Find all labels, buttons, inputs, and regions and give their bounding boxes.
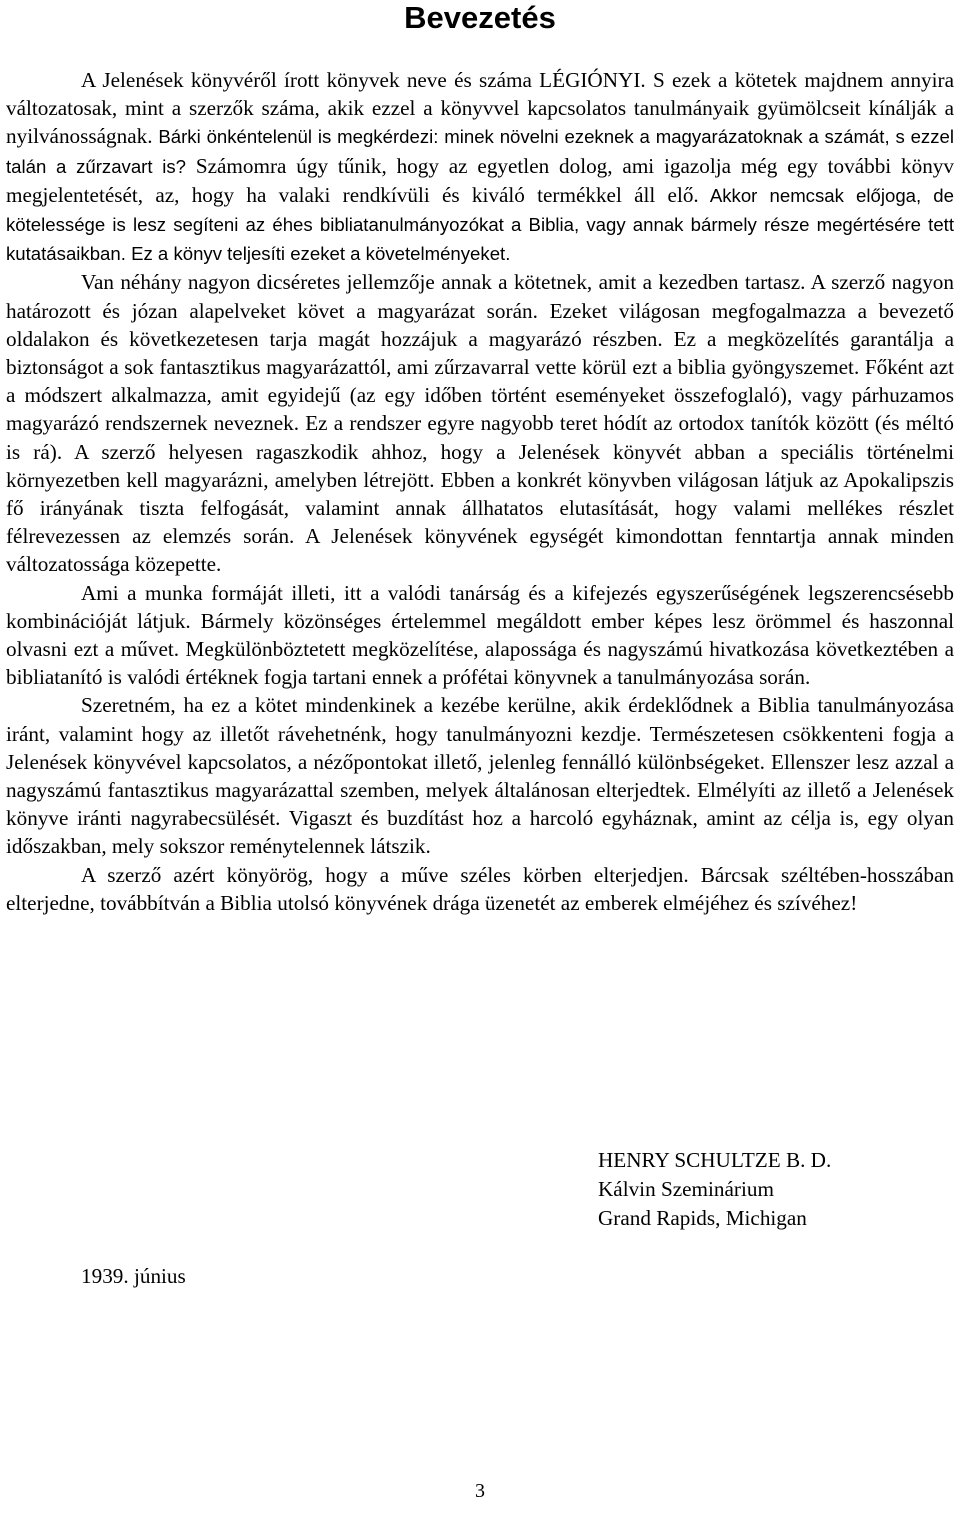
- signature-institution: Kálvin Szeminárium: [598, 1177, 774, 1201]
- signature-location: Grand Rapids, Michigan: [598, 1206, 807, 1230]
- paragraph-5: A szerző azért könyörög, hogy a műve széles körben elterjedjen. Bárcsak széltében-hosszában elterjedne, továbbítván a Biblia utolsó könyvének drága üzenetét az emberek elméjéhez és szívéhez!: [6, 862, 954, 915]
- body-text: [6, 66, 954, 917]
- page-title: Bevezetés: [404, 0, 556, 35]
- paragraph-1-part-1: A Jelenések könyvéről írott könyvek neve és száma LÉGIÓNYI. S ezek a kötetek majdnem annyira változatosak, mint a szerzők száma, akik ezzel a könyvvel kapcsolatos tanulmányaik gyümölcseit kínálják a nyilvánosságnak.: [6, 68, 954, 149]
- signature-name: HENRY SCHULTZE B. D.: [598, 1148, 832, 1172]
- paragraph-2: Van néhány nagyon dicséretes jellemzője annak a kötetnek, amit a kezedben tartasz. A szerző nagyon határozott és józan alapelveket követ a magyarázat során. Ezeket világosan megfogalmazza a bevezető oldalakon és következetesen tarja magát hozzájuk a magyarázó részben. Ez a megközelítés garantálja a biztonságot a sok fantasztikus magyarázattól, ami zűrzavarral vette körül ezt a biblia gyöngyszemet. Főként azt a módszert alkalmazza, amit egyidejű (az egy időben történt eseményeket összefoglaló), vagy párhuzamos magyarázó rendszernek neveznek. Ez a rendszer egyre nagyobb teret hódít az ortodox tanítók között (és méltó is rá). A szerző helyesen ragaszkodik ahhoz, hogy a Jelenések könyvét abban a speciális történelmi környezetben kell magyarázni, amelyben létrejött. Ebben a konkrét könyvben világosan látjuk az Apokalipszis fő irányának tiszta felfogását, valamint annak állhatatos elutasítását, hogy valami mellékes részlet félrevezessen az elemzés során. A Jelenések könyvének egységét kimondottan fenntartja annak minden változatossága közepette.: [6, 270, 954, 577]
- paragraph-1-part-3: Számomra úgy tűnik, hogy az egyetlen dolog, ami igazolja még egy további könyv megjelentetését, az, hogy ha valaki rendkívüli és kiváló termékkel áll elő.: [6, 153, 954, 207]
- paragraph-1-part-4: Akkor nemcsak előjoga, de kötelessége is lesz segíteni az éhes bibliatanulmányozókat a Biblia, vagy annak bármely része megértésére tett kutatásaikban. Ez a könyv teljesíti ezeket a követelményeket.: [6, 184, 954, 265]
- paragraph-1-part-2: Bárki önkéntelenül is megkérdezi: minek növelni ezeknek a magyarázatoknak a számát, s ezzel talán a zűrzavart is?: [6, 126, 954, 177]
- signature-block: [598, 1146, 831, 1233]
- paragraph-3: Ami a munka formáját illeti, itt a valódi tanárság és a kifejezés egyszerűségének legszerencsésebb kombinációját látjuk. Bármely közönséges értelemmel megáldott ember képes lesz örömmel és haszonnal olvasni ezt a művet. Megkülönböztetett megközelítése, alapossága és nagyszámú hivatkozása következtében a bibliatanító is valódi értéknek fogja tartani ennek a prófétai könyvnek a tanulmányozása során.: [6, 580, 954, 690]
- page-number: 3: [475, 1480, 485, 1502]
- paragraph-4: Szeretném, ha ez a kötet mindenkinek a kezébe kerülne, akik érdeklődnek a Biblia tanulmányozása iránt, valamint hogy az illetőt rávehetnénk, hogy tanulmányozni kezdje. Természetesen csökkenteni fogja a Jelenések könyvével kapcsolatos, a nézőpontokat illető, jelenleg fennálló különbségeket. Ellenszer lesz azzal a nagyszámú fantasztikus magyarázattal szemben, melyek általánosan elterjedtek. Elmélyíti az illető a Jelenések könyve iránti nagyrabecsülését. Vigaszt és buzdítást hoz a harcoló egyháznak, amint az célja is, egy olyan időszakban, mely sokszor reménytelennek látszik.: [6, 693, 954, 859]
- paragraph-1: [6, 66, 954, 268]
- date-line: 1939. június: [81, 1264, 186, 1288]
